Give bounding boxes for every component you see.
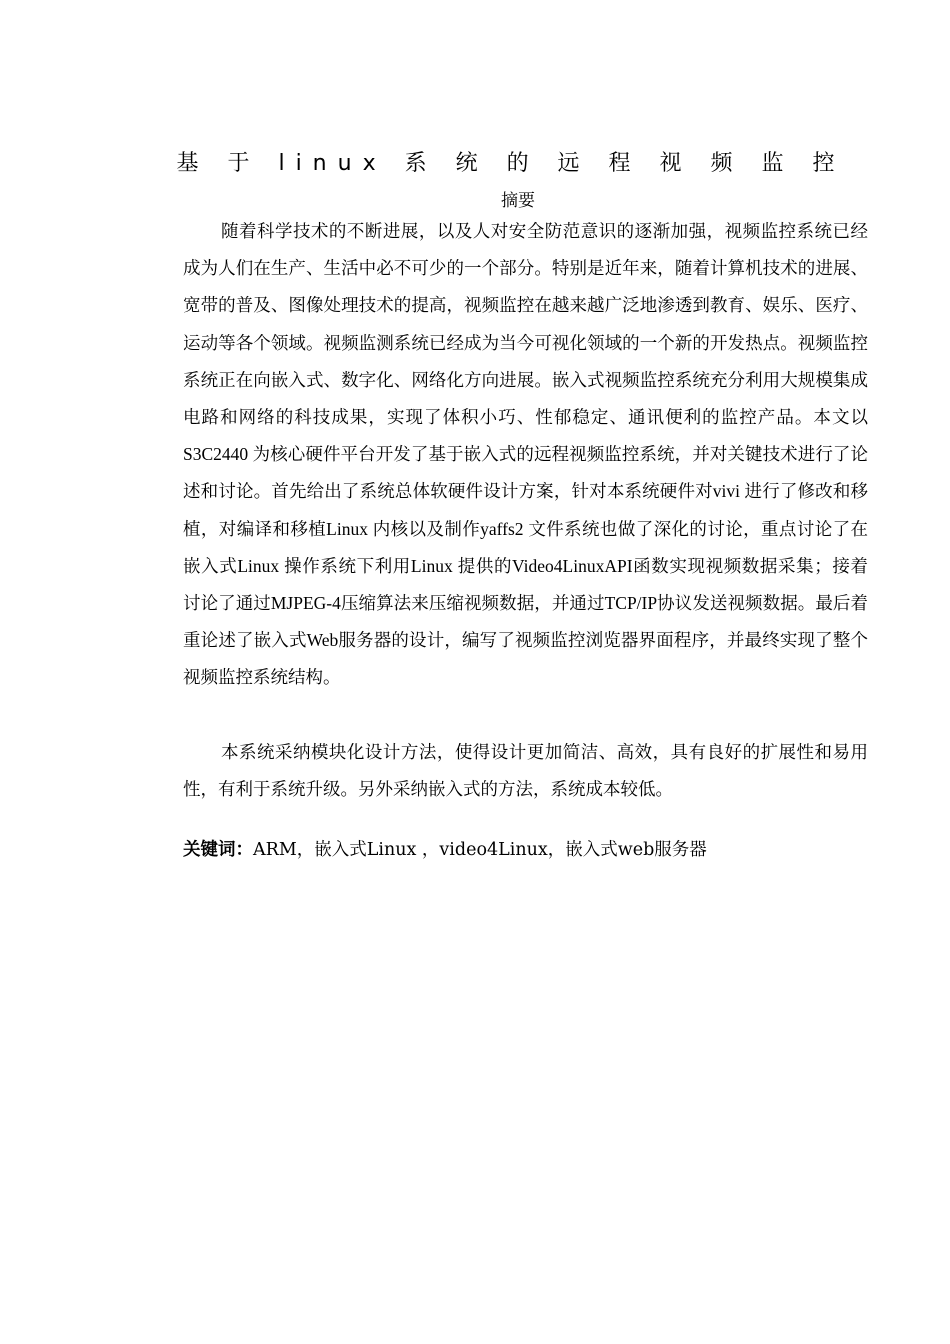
- abstract-heading: 摘要: [501, 191, 535, 211]
- abstract-paragraph-2: 本系统采纳模块化设计方法，使得设计更加简洁、高效，具有良好的扩展性和易用性，有利于系统升级。另外采纳嵌入式的方法，系统成本较低。: [183, 742, 868, 800]
- keywords-line: [183, 836, 873, 861]
- abstract-paragraph-1: 随着科学技术的不断进展，以及人对安全防范意识的逐渐加强，视频监控系统已经成为人们在生产、生活中必不可少的一个部分。特别是近年来，随着计算机技术的进展、宽带的普及、图像处理技术的提高，视频监控在越来越广泛地渗透到教育、娱乐、医疗、运动等各个领域。视频监测系统已经成为当今可视化领域的一个新的开发热点。视频监控系统正在向嵌入式、数字化、网络化方向进展。嵌入式视频监控系统充分利用大规模集成电路和网络的科技成果，实现了体积小巧、性郁稳定、通讯便利的监控产品。本文以S3C2440 为核心硬件平台开发了基于嵌入式的远程视频监控系统，并对关键技术进行了论述和讨论。首先给出了系统总体软硬件设计方案，针对本系统硬件对vivi 进行了修改和移植，对编译和移植Linux 内核以及制作yaffs2 文件系统也做了深化的讨论，重点讨论了在嵌入式Linux 操作系统下利用Linux 提供的Video4LinuxAPI函数实现视频数据采集；接着讨论了通过MJPEG-4压缩算法来压缩视频数据，并通过TCP/IP协议发送视频数据。最后着重论述了嵌入式Web服务器的设计，编写了视频监控浏览器界面程序，并最终实现了整个视频监控系统结构。: [183, 221, 868, 688]
- keywords-values: ARM，嵌入式Linux ，video4Linux，嵌入式web服务器: [253, 840, 707, 860]
- document-title: 基 于 linux 系 统 的 远 程 视 频 监 控: [176, 151, 846, 176]
- keywords-label: 关键词：: [183, 840, 253, 860]
